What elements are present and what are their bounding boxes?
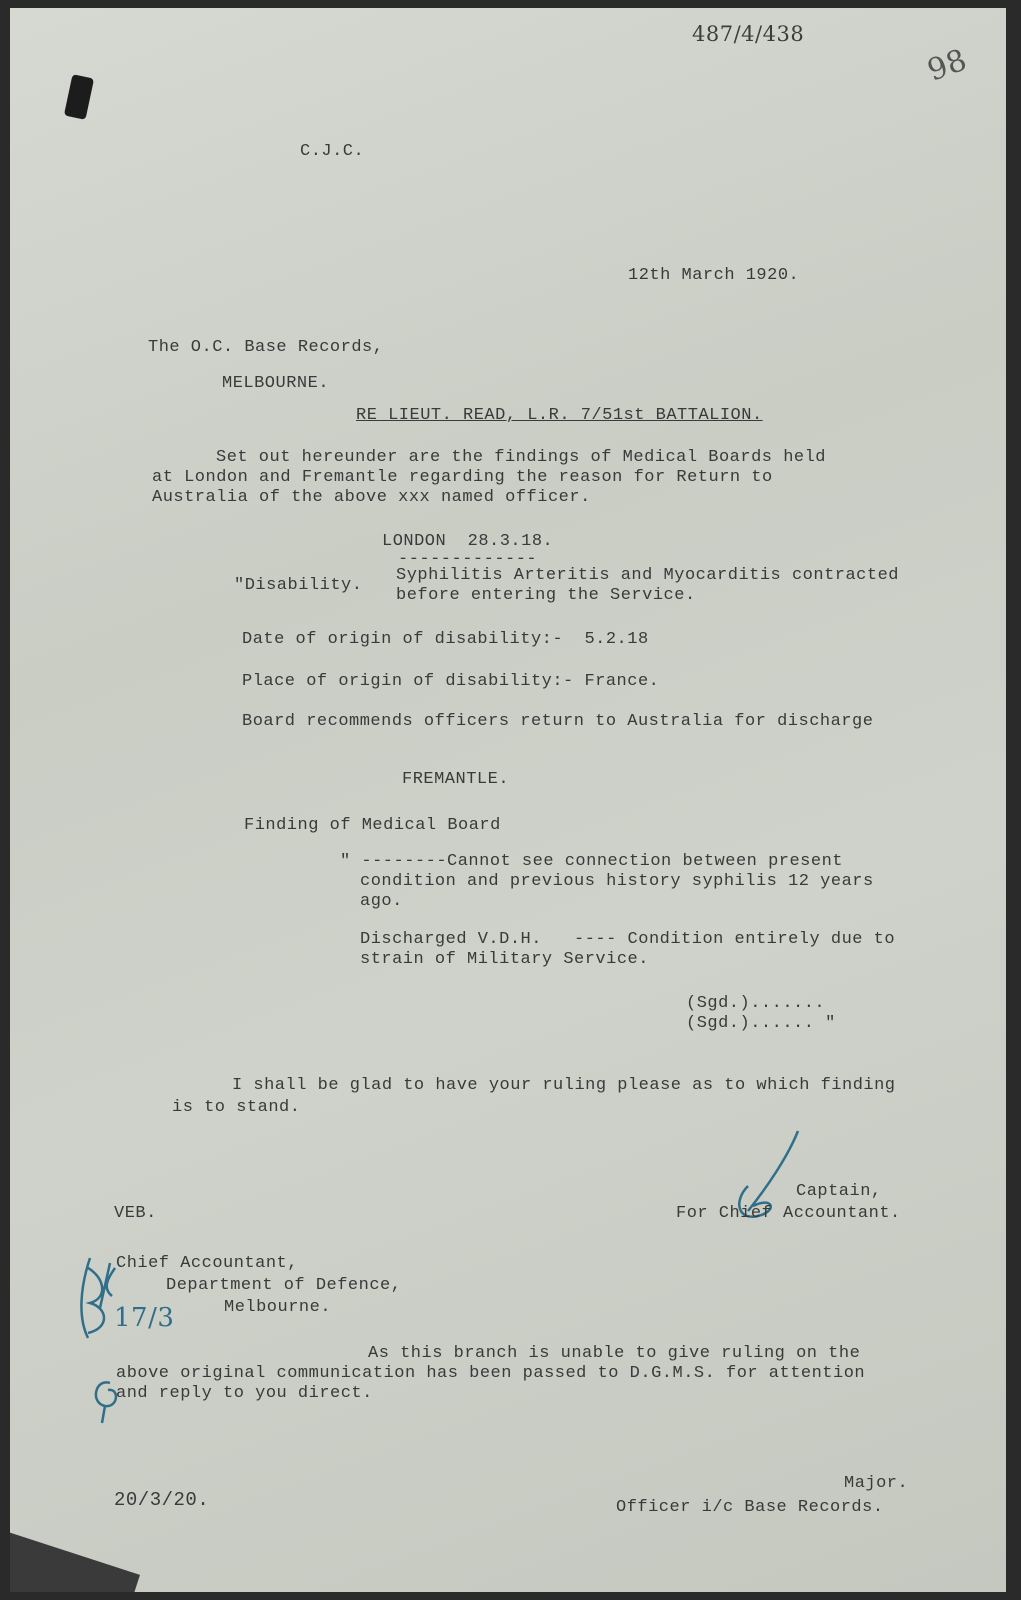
ruling-line-1: I shall be glad to have your ruling please as to which finding — [232, 1076, 896, 1095]
handwritten-date-note: 17/3 — [114, 1303, 175, 1333]
reply-line-3: and reply to you direct. — [116, 1384, 373, 1403]
place-of-origin: Place of origin of disability:- France. — [242, 672, 660, 691]
disability-line-2: before entering the Service. — [396, 586, 696, 605]
addressee-city: MELBOURNE. — [222, 374, 330, 393]
finding-line-3: ago. — [360, 892, 403, 911]
disability-line-1: Syphilitis Arteritis and Myocarditis contracted — [396, 566, 899, 585]
finding-label: Finding of Medical Board — [244, 816, 501, 835]
cjc-line: C.J.C. — [300, 142, 365, 161]
recipient-line-1: Chief Accountant, — [116, 1254, 298, 1273]
intro-line-2: at London and Fremantle regarding the reason for Return to — [152, 468, 773, 487]
footer-title: Officer i/c Base Records. — [616, 1498, 884, 1517]
intro-line-1: Set out hereunder are the findings of Medical Boards held — [216, 448, 826, 467]
footer-date: 20/3/20. — [114, 1489, 210, 1511]
reference-number: 487/4/438 — [692, 22, 805, 46]
for-chief-accountant: For Chief Accountant. — [676, 1204, 901, 1223]
recipient-line-3: Melbourne. — [224, 1298, 332, 1317]
london-heading: LONDON 28.3.18. — [382, 532, 554, 551]
disability-label: "Disability. — [234, 576, 363, 595]
footer-rank: Major. — [844, 1474, 909, 1493]
reply-line-1: As this branch is unable to give ruling on the — [368, 1344, 861, 1363]
recipient-line-2: Department of Defence, — [166, 1276, 402, 1295]
hole-mark — [64, 74, 94, 120]
intro-line-3: Australia of the above xxx named officer. — [152, 488, 591, 507]
signed-line-2: (Sgd.)...... " — [686, 1014, 836, 1033]
discharged-line-2: strain of Military Service. — [360, 950, 649, 969]
reply-line-2: above original communication has been passed to D.G.M.S. for attention — [116, 1364, 866, 1383]
london-rule: ------------- — [398, 550, 538, 569]
document-page — [10, 8, 1006, 1592]
letter-date: 12th March 1920. — [628, 266, 800, 285]
discharged-line-1: Discharged V.D.H. ---- Condition entirely due to — [360, 930, 896, 949]
board-recommends: Board recommends officers return to Australia for discharge — [242, 712, 874, 731]
finding-line-2: condition and previous history syphilis 12 years — [360, 872, 874, 891]
date-of-origin: Date of origin of disability:- 5.2.18 — [242, 630, 649, 649]
addressee: The O.C. Base Records, — [148, 338, 384, 357]
ruling-line-2: is to stand. — [172, 1098, 301, 1117]
fremantle-heading: FREMANTLE. — [402, 770, 510, 789]
initials-veb: VEB. — [114, 1204, 157, 1223]
finding-line-1: " --------Cannot see connection between present — [340, 852, 843, 871]
signature-captain: Captain, — [796, 1182, 882, 1201]
torn-corner — [10, 1525, 140, 1592]
initials-top-right: 98 — [923, 42, 972, 89]
subject-line: RE LIEUT. READ, L.R. 7/51st BATTALION. — [356, 406, 763, 425]
signed-line-1: (Sgd.)....... — [686, 994, 826, 1013]
